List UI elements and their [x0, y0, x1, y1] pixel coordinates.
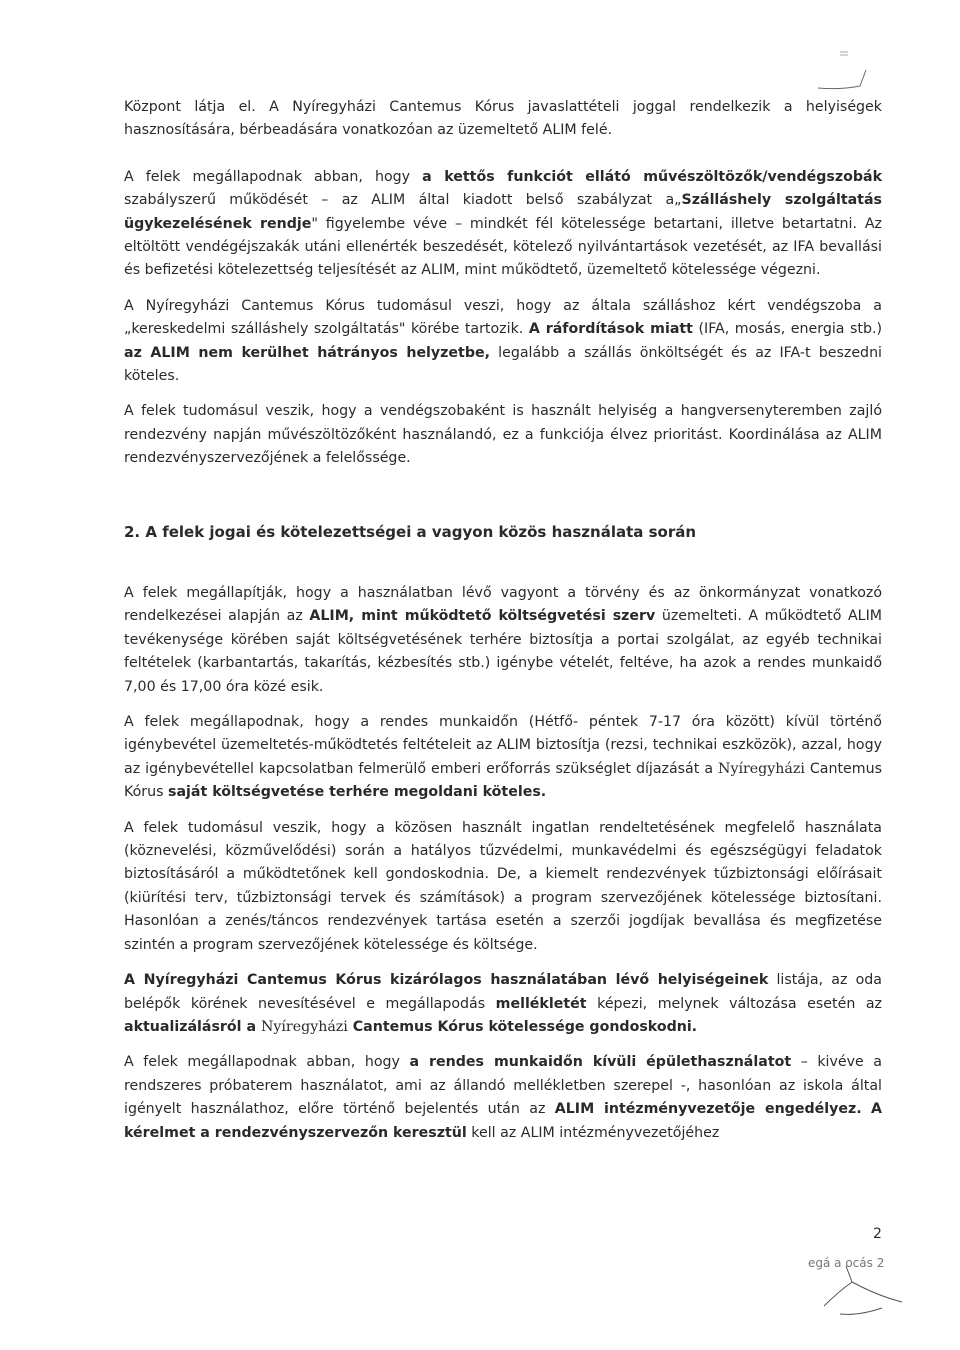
- text-run: – kivéve a rendszeres próbaterem használatot, ami az állandó mellékletben szerepel -, hasonlóan az iskola által igényelt használathoz, előre történő bejelentés után az: [124, 1054, 883, 1118]
- bold-run: ALIM, mint működtető költségvetési szerv: [309, 608, 656, 625]
- paragraph: [124, 969, 882, 1039]
- text-run: " figyelembe véve – mindkét fél kötelessége betartani, illetve betartatni. Az eltöltött vendégéjszakák utáni ellenérték beszedését, kötelező nyilvántartások vezetését, az IFA bevallási és befizetési kötelezettség teljesítését az ALIM, mint működtető, üzemeltető kötelessége végezni.: [124, 215, 882, 279]
- paragraph: [124, 1051, 882, 1145]
- serif-run: Nyíregyházi: [718, 760, 805, 777]
- bold-run: a rendes munkaidőn kívüli épülethasználatot: [409, 1054, 792, 1071]
- paragraph: [124, 295, 882, 389]
- bold-run: A ráfordítások miatt: [528, 321, 693, 338]
- text-run: [862, 1101, 871, 1117]
- text-run: kell az ALIM intézményvezetőjéhez: [466, 1124, 720, 1141]
- text-run: A felek megállapítják, hogy a használatban lévő vagyont a törvény és az önkormányzat vonatkozó rendelkezései alapján az: [124, 585, 882, 625]
- text-run: A Nyíregyházi Cantemus Kórus tudomásul veszi, hogy az általa szálláshoz kért vendégszoba a „kereskedelmi szálláshely szolgáltatás" körébe tartozik.: [124, 297, 882, 338]
- text-run: legalább a szállás önköltségét és az IFA-t beszedni köteles.: [124, 344, 882, 385]
- bold-run: saját költségvetése terhére megoldani köteles.: [168, 784, 547, 801]
- paragraph: [124, 711, 882, 805]
- corner-scribble: [810, 40, 880, 104]
- text-run: A felek tudomásul veszik, hogy a közösen használt ingatlan rendeltetésének megfelelő használata (köznevelési, közművelődési) során a hatályos tűzvédelmi, munkavédelmi és egészségügyi feladatok biztosításáról a működtetőnek kell gondoskodnia. De, a kiemelt rendezvények tűzbiztonsági előírásait (kiürítési terv, tűzbiztonsági tervek és számítások) a program szervezőjének kötelessége biztosítani. Hasonlóan a zenés/táncos rendezvények tartása esetén a szerzői jogdíjak bevallása és megfizetése szintén a program szervezőjének kötelessége és költsége.: [124, 819, 882, 953]
- serif-run: Nyíregyházi: [260, 1018, 348, 1035]
- bold-run: Szálláshely szolgáltatás ügykezelésének rendje: [124, 192, 882, 232]
- text-run: képezi, melynek változása esetén az: [586, 995, 883, 1012]
- bold-run: a kettős funkciót ellátó művészöltözők/vendégszobák: [422, 168, 882, 185]
- text-run: Cantemus Kórus: [124, 760, 882, 801]
- paragraph: [124, 400, 882, 470]
- bold-run: ALIM intézményvezetője engedélyez.: [554, 1101, 862, 1118]
- text-run: (IFA, mosás, energia stb.): [692, 321, 882, 338]
- paragraph: [124, 166, 882, 283]
- bold-run: Cantemus Kórus kötelessége gondoskodni.: [347, 1018, 698, 1035]
- bold-run: az ALIM nem kerülhet hátrányos helyzetbe,: [124, 344, 491, 361]
- text-run: Központ látja el. A Nyíregyházi Cantemus Kórus javaslattételi joggal rendelkezik a helyiségek hasznosítására, bérbeadására vonatkozóan az üzemeltető ALIM felé.: [124, 99, 882, 139]
- text-run: A felek megállapodnak abban, hogy: [124, 168, 423, 185]
- section-heading: 2. A felek jogai és kötelezettségei a vagyon közös használata során: [124, 523, 697, 541]
- page-number: 2: [873, 1226, 882, 1242]
- signature-scribble: [818, 1262, 908, 1326]
- paragraph: [124, 582, 882, 699]
- paragraphs-bottom: [124, 582, 882, 1157]
- bold-run: mellékletét: [495, 995, 587, 1012]
- text-run: szabályszerű működését – az ALIM által kiadott belső szabályzat a„: [124, 192, 682, 209]
- text-run: A felek tudomásul veszik, hogy a vendégszobaként is használt helyiség a hangversenyteremben zajló rendezvény napján művészöltözőként használandó, ez a funkciója élvez prioritást. Koordinálása az ALIM rendezvényszervezőjének a felelőssége.: [124, 403, 882, 467]
- text-run: A felek megállapodnak, hogy a rendes munkaidőn (Hétfő- péntek 7-17 óra között) kívül történő igénybevétel üzemeltetés-működtetés feltételeit az ALIM biztosítja (rezsi, technikai eszközök), azzal, hogy az igénybevétellel kapcsolatban felmerülő emberi erőforrás szükséglet díjazását a: [124, 714, 882, 777]
- bold-run: A kérelmet a rendezvényszervezőn keresztül: [124, 1101, 882, 1141]
- text-run: A felek megállapodnak abban, hogy: [124, 1054, 410, 1071]
- bold-run: A Nyíregyházi Cantemus Kórus kizárólagos használatában lévő helyiségeinek: [124, 972, 769, 989]
- text-run: üzemelteti. A működtető ALIM tevékenysége körében saját költségvetésének terhére biztosítja a portai szolgálat, az egyéb technikai feltételek (karbantartás, takarítás, kézbesítés stb.) igénybe vételét, feltéve, ha azok a rendes munkaidő 7,00 és 17,00 óra közé esik.: [124, 608, 882, 695]
- bold-run: aktualizálásról a: [124, 1018, 261, 1035]
- paragraph: [124, 817, 882, 957]
- text-run: listája, az oda belépők körének nevesítésével e megállapodás: [124, 972, 882, 1012]
- footer-stamp: egá a ocás 2: [808, 1256, 885, 1270]
- paragraph: [124, 96, 882, 143]
- paragraphs-top: [124, 96, 882, 483]
